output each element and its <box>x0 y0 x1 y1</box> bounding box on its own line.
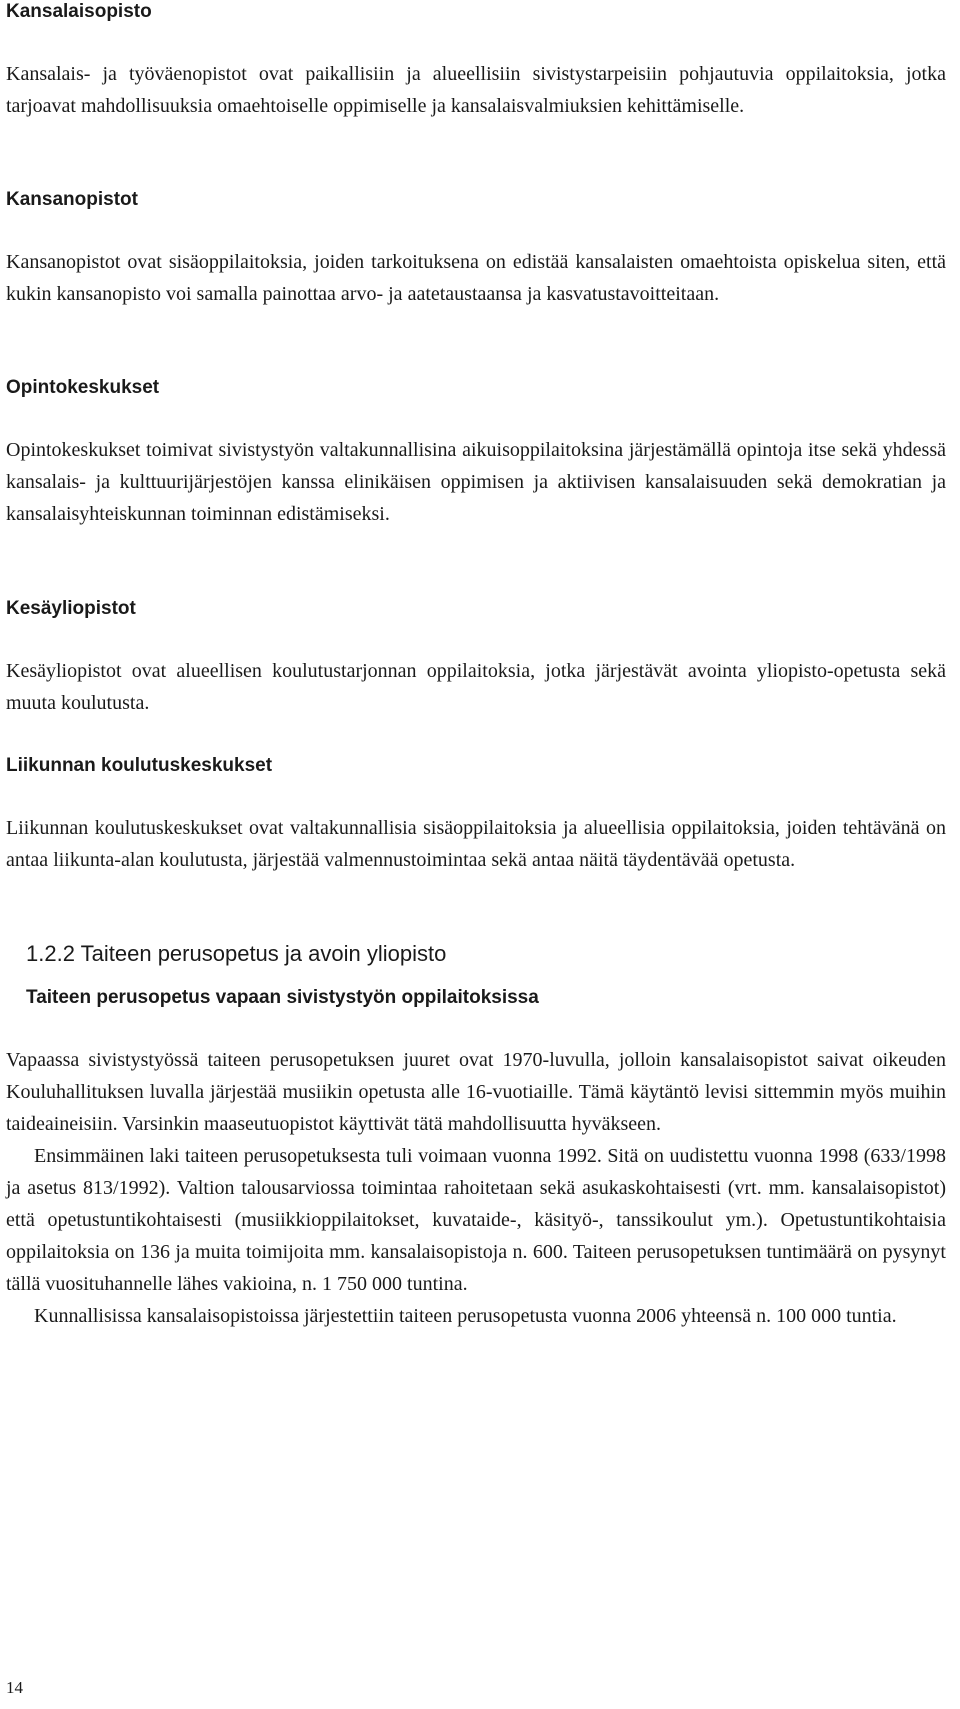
section-paragraph: Kesäyliopistot ovat alueellisen koulutustarjonnan oppilaitoksia, jotka järjestävät avointa yliopisto-opetusta sekä muuta koulutusta. <box>6 660 946 714</box>
section-heading: Opintokeskukset <box>6 377 160 398</box>
section-paragraph: Opintokeskukset toimivat sivistystyön valtakunnallisina aikuisoppilaitoksina järjestämällä opintoja itse sekä yhdessä kansalais- ja kulttuurijärjestöjen kanssa elinikäisen oppimisen ja aktiivisen kansalaisuuden sekä demokratian ja kansalaisyhteiskunnan toiminnan edistämiseksi. <box>6 439 946 525</box>
chapter-taiteen-perusopetus <box>6 940 946 1332</box>
chapter-paragraph: Ensimmäinen laki taiteen perusopetuksesta tuli voimaan vuonna 1992. Sitä on uudistettu vuonna 1998 (633/1998 ja asetus 813/1992). Valtion talousarviossa toimintaa rahoitetaan sekä asukaskohtaisesti (vrt. mm. kansalaisopistot) että opetustuntikohtaisesti (musiikkioppilaitokset, kuvataide-, käsityö-, tanssikoulut ym.). Opetustuntikohtaisia oppilaitoksia on 136 ja muita toimijoita mm. kansalaisopistoja n. 600. Taiteen perusopetuksen tuntimäärä on pysynyt tällä vuosituhannelle lähes vakioina, n. 1 750 000 tuntina. <box>6 1145 946 1295</box>
section-kesayliopistot <box>6 597 946 719</box>
section-paragraph: Liikunnan koulutuskeskukset ovat valtakunnallisia sisäoppilaitoksia ja alueellisia oppilaitoksia, joiden tehtävänä on antaa liikunta-alan koulutusta, järjestää valmennustoimintaa sekä antaa näitä täydentävää opetusta. <box>6 817 946 871</box>
section-liikunnan-koulutuskeskukset <box>6 754 946 876</box>
section-kansanopistot <box>6 188 946 310</box>
chapter-subheading: Taiteen perusopetus vapaan sivistystyön oppilaitoksissa <box>26 987 539 1008</box>
section-heading: Kansanopistot <box>6 189 138 210</box>
section-heading: Kansalaisopisto <box>6 1 152 22</box>
chapter-title: 1.2.2 Taiteen perusopetus ja avoin yliopisto <box>26 941 447 966</box>
chapter-paragraph: Kunnallisissa kansalaisopistoissa järjestettiin taiteen perusopetusta vuonna 2006 yhteensä n. 100 000 tuntia. <box>34 1305 897 1327</box>
chapter-paragraph: Vapaassa sivistystyössä taiteen perusopetuksen juuret ovat 1970-luvulla, jolloin kansalaisopistot saivat oikeuden Kouluhallituksen luvalla järjestää musiikin opetusta alle 16-vuotiaille. Tämä käytäntö levisi sittemmin myös muihin taideaineisiin. Varsinkin maaseutuopistot käyttivät tätä mahdollisuutta hyväkseen. <box>6 1049 946 1135</box>
page-number: 14 <box>6 1678 23 1697</box>
section-paragraph: Kansanopistot ovat sisäoppilaitoksia, joiden tarkoituksena on edistää kansalaisten omaehtoista opiskelua siten, että kukin kansanopisto voi samalla painottaa arvo- ja aatetaustaansa ja kasvatustavoitteitaan. <box>6 251 946 305</box>
section-heading: Liikunnan koulutuskeskukset <box>6 755 273 776</box>
section-heading: Kesäyliopistot <box>6 598 136 619</box>
section-paragraph: Kansalais- ja työväenopistot ovat paikallisiin ja alueellisiin sivistystarpeisiin pohjautuvia oppilaitoksia, jotka tarjoavat mahdollisuuksia omaehtoiselle oppimiselle ja kansalaisvalmiuksien kehittämiselle. <box>6 63 946 117</box>
section-opintokeskukset <box>6 376 946 530</box>
section-kansalaisopisto <box>6 0 946 122</box>
